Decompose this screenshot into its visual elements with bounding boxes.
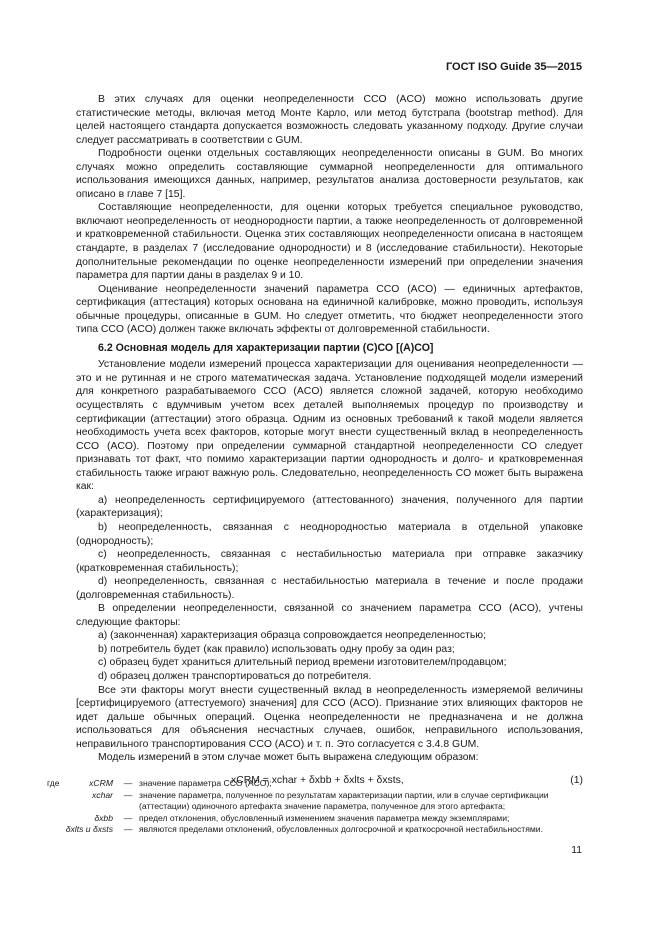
definition-text: предел отклонения, обусловленный изменением значения параметра между экземплярами; [139,812,510,823]
paragraph: Оценивание неопределенности значений параметра CCO (ACO) — единичных артефактов, сертификация (аттестация) которых основана на единичной калибровке, можно проводить, используя обычные процедуры, описанные в GUM. Но следует отметить, что бюджет неопределенности этого типа CCO (ACO) должен также включать эффекты от долговременной стабильности. [76,283,583,336]
paragraph: Составляющие неопределенности, для оценки которых требуется специальное руководство, включают неопределенность от неоднородности партии, а также неопределенность от долговременной и кратковременной стабильности. Оценка этих составляющих неопределенности описана в настоящем стандарте, в разделах 7 (исследование однородности) и 8 (исследование стабильности). Некоторые дополнительные рекомендации по оценке неопределенности измерений при определении значения параметра для партии даны в разделах 9 и 10. [76,202,583,282]
definition-dash: — [123,778,133,788]
list-item: b) неопределенность, связанная с неоднородностью материала в отдельной упаковке (однородность); [76,521,583,547]
list-item: a) (законченная) характеризация образца сопровождается неопределенностью; [98,630,486,642]
list-item: c) неопределенность, связанная с нестабильностью материала при отправке заказчику (кратковременная стабильность); [76,549,583,574]
page-number: 11 [571,845,582,856]
definition-dash: — [123,789,133,800]
definition-dash: — [123,824,133,834]
paragraph: Установление модели измерений процесса характеризации для оценивания неопределенности — это и не рутинная и не строго математическая задача. Установление подходящей модели измерений для конкретного разрабатываемого CCO (ACO) является сложной задачей, которую необходимо осуществлять с вдумчивым учетом всех деталей выполняемых процедур по производству и сертификации (аттестации) этого образца. Одним из основных требований к такой модели является необходимость учета всех факторов, которые могут внести существенный вклад в неопределенность CCO (ACO). Поэтому при определении суммарной стандартной неопределенности CO следует признавать тот факт, что помимо характеризации партии однородность и долго- и кратковременная стабильность также играют важную роль. Следовательно, неопределенность CO может быть выражена как: [76,359,583,493]
definition-symbol: xchar [91,789,113,800]
list-item: a) неопределенность сертифицируемого (аттестованного) значения, полученного для партии (характеризация); [76,494,583,520]
list-item: d) неопределенность, связанная с нестабильностью материала в течение и после продажи (долговременная стабильность). [76,576,583,601]
definition-text: значение параметра CCO (ACO); [139,778,272,788]
list-item: b) потребитель будет (как правило) использовать одну пробу за один раз; [98,643,455,655]
section-title: 6.2 Основная модель для характеризации партии (С)СО [(А)СО] [98,341,434,354]
definition-row [47,824,583,836]
list-item: d) образец должен транспортироваться до потребителя. [98,670,372,682]
formula-expression: xCRM = xchar + δxbb + δxlts + δxsts, [231,774,404,786]
definitions [47,778,583,836]
definition-row [47,813,583,825]
standard-header: ГОСТ ISO Guide 35—2015 [445,61,582,73]
definition-text: значение параметра, полученное по результатам характеризации партии, или в случае сертификации (аттестации) одиночного артефакта значение параметра, полученное для этого артефакта; [139,789,549,811]
paragraph: В определении неопределенности, связанной со значением параметра CCO (ACO), учтены следующие факторы: [76,603,583,628]
where-label: где [47,778,60,788]
paragraph: Подробности оценки отдельных составляющих неопределенности описаны в GUM. Во многих случаях можно определить составляющие суммарной неопределенности для оптимального использования имеющихся данных, например, результатов анализа достоверности результатов, как описано в главе 7 [15]. [76,148,583,200]
definition-symbol: xCRM [89,778,113,788]
formula-number: (1) [570,774,583,786]
definition-row [47,778,583,790]
definition-text: являются пределами отклонений, обусловленных долгосрочной и краткосрочной нестабильностями. [139,824,543,834]
paragraph: В этих случаях для оценки неопределенности CCO (ACO) можно использовать другие статистические методы, включая метод Монте Карло, или метод бутстрапа (bootstrap method). Для целей настоящего стандарта допускается возможность следовать указанному подходу. Другие случаи следует рассматривать в соответствии с GUM. [76,94,583,146]
paragraph: Модель измерений в этом случае может быть выражена следующим образом: [98,752,479,764]
definition-symbol: δxlts и δxsts [65,824,113,834]
list-item: c) образец будет храниться длительный период времени изготовителем/продавцом; [98,657,507,669]
definition-symbol: δxbb [94,812,113,823]
document-body [76,93,583,789]
paragraph: Все эти факторы могут внести существенный вклад в неопределенность измеряемой величины [сертифицируемого (аттестуемого) значения] для CCO (ACO). Признание этих влияющих факторов не идет дальше обычных операций. Оценка неопределенности не предназначена и не должна использоваться для объяснения несчастных случаев, ошибок, неправильного использования, неправильного транспортирования CCO (ACO) и т. п. Это согласуется с 3.4.8 GUM. [76,684,583,750]
definition-row [47,790,583,813]
definition-dash: — [123,812,133,823]
